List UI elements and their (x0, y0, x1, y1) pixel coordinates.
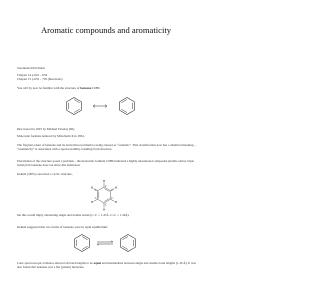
paragraph-spectroscopic-evidence (17, 262, 197, 269)
atom-c: C (94, 188, 97, 192)
evidence-text: Later spectroscopic evidence showed all bond lengths to be (17, 261, 94, 265)
atom-h: H (115, 185, 118, 190)
intro-formula: C6H6 (91, 86, 100, 90)
discovery-line: Discovered in 1825 by Michael Faraday (RI). (17, 127, 76, 131)
evidence-text-end: and intermediate between single and double bond lengths (1.39 Å). It was also found that benzene was a flat (planar) molecule. (17, 261, 196, 269)
atom-c: C (94, 196, 97, 200)
intro-benzene: benzene (80, 86, 92, 90)
reference-chapter-15: Chapter 15 p 655 – 705 (Reactions) (17, 77, 63, 81)
kekule-sentence: Kekulé (1865) conceived a cyclic structure, (17, 172, 73, 176)
paragraph-structure-problem: Elucidation of the structure posed a problem – the molecular formula C6H6 indicated a highly unsaturated compound (double and/or triple bonds) but benzene does not show this behaviour. (17, 159, 194, 167)
reference-chapter-14: Chapter 14 p 616 – 654 (17, 73, 48, 77)
atom-h: H (103, 207, 106, 212)
paragraph-equilibrium: Kekulé suggested that two forms of benzene were in rapid equilibrium: (17, 225, 108, 229)
resonance-arrow (92, 104, 108, 108)
atom-h: H (90, 185, 94, 190)
paragraph-bond-lengths: but this would imply alternating single and double bonds (C–C = 1.47Å, C=C = 1.34Å). (17, 213, 130, 217)
benzene-equilibrium-form-1 (72, 233, 92, 253)
atom-c: C (105, 183, 108, 188)
atom-h: H (90, 200, 94, 204)
atom-h: H (115, 200, 118, 204)
benzene-kekule-structure-1 (64, 96, 84, 116)
benzene-kekule-structure-2 (117, 96, 137, 116)
benzene-equilibrium-form-2 (118, 233, 138, 253)
kekule-cyclic-structure (84, 178, 124, 214)
page-title: Aromatic compounds and aromaticity (40, 25, 172, 35)
equilibrium-arrows (96, 240, 114, 246)
evidence-equal: equal (93, 261, 102, 265)
formula-line: Molecular formula deduced by Mitscherlich in 1834. (17, 134, 85, 138)
reference-book: Solomons 6th Edition (17, 66, 45, 70)
atom-c: C (105, 202, 108, 207)
atom-c: C (111, 188, 114, 192)
atom-c: C (111, 196, 114, 200)
intro-text: You will by now be familiar with the structure of (17, 86, 81, 90)
paragraph-aromatic-classification: The fragrant odour of benzene and its derivatives led them to being classed as “aromatic”. This classification now has a chemical meaning – “aromaticity” is associated with a special stability resulting from structure. (17, 143, 196, 151)
atom-h: H (103, 178, 106, 183)
intro-sentence (17, 87, 197, 91)
